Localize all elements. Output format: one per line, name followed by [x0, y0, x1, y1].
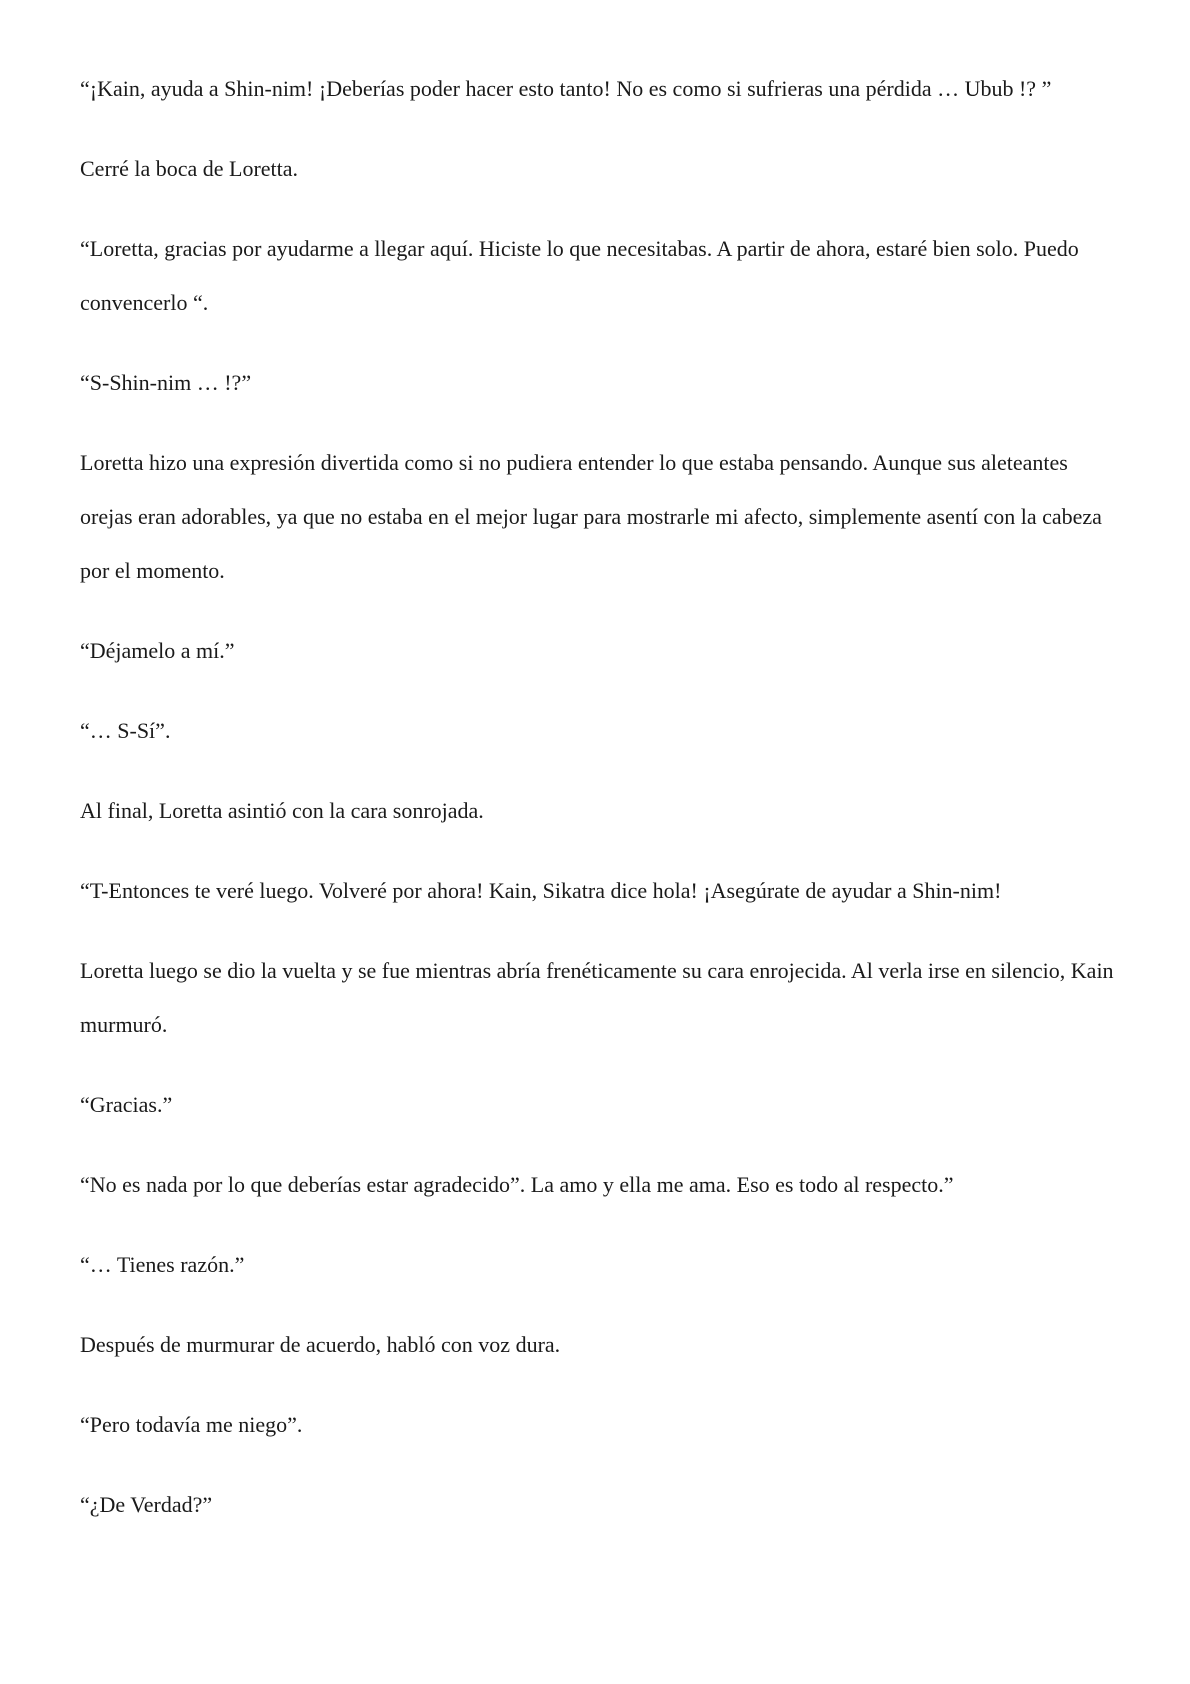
- paragraph: “Loretta, gracias por ayudarme a llegar aquí. Hiciste lo que necesitabas. A partir de ahora, estaré bien solo. Puedo convencerlo “.: [80, 236, 1079, 315]
- paragraph: Al final, Loretta asintió con la cara sonrojada.: [80, 798, 484, 823]
- paragraph: “… S-Sí”.: [80, 718, 171, 743]
- paragraph: “… Tienes razón.”: [80, 1252, 245, 1277]
- paragraph: “S-Shin-nim … !?”: [80, 370, 252, 395]
- paragraph: “No es nada por lo que deberías estar agradecido”. La amo y ella me ama. Eso es todo al respecto.”: [80, 1172, 954, 1197]
- paragraph: Después de murmurar de acuerdo, habló con voz dura.: [80, 1332, 561, 1357]
- paragraph: Loretta luego se dio la vuelta y se fue mientras abría frenéticamente su cara enrojecida. Al verla irse en silencio, Kain murmuró.: [80, 958, 1114, 1037]
- paragraph: “Pero todavía me niego”.: [80, 1412, 303, 1437]
- paragraph: “Déjamelo a mí.”: [80, 638, 235, 663]
- paragraph: Loretta hizo una expresión divertida como si no pudiera entender lo que estaba pensando. Aunque sus aleteantes orejas eran adorables, ya que no estaba en el mejor lugar para mostrarle mi afecto, simplemente asentí con la cabeza por el momento.: [80, 450, 1102, 583]
- paragraph: “¡Kain, ayuda a Shin-nim! ¡Deberías poder hacer esto tanto! No es como si sufrieras una pérdida … Ubub !? ”: [80, 76, 1052, 101]
- paragraph: Cerré la boca de Loretta.: [80, 156, 299, 181]
- paragraph: “T-Entonces te veré luego. Volveré por ahora! Kain, Sikatra dice hola! ¡Asegúrate de ayudar a Shin-nim!: [80, 878, 1002, 903]
- paragraph: “¿De Verdad?”: [80, 1492, 213, 1517]
- paragraph: “Gracias.”: [80, 1092, 173, 1117]
- document-body: [80, 62, 1120, 1558]
